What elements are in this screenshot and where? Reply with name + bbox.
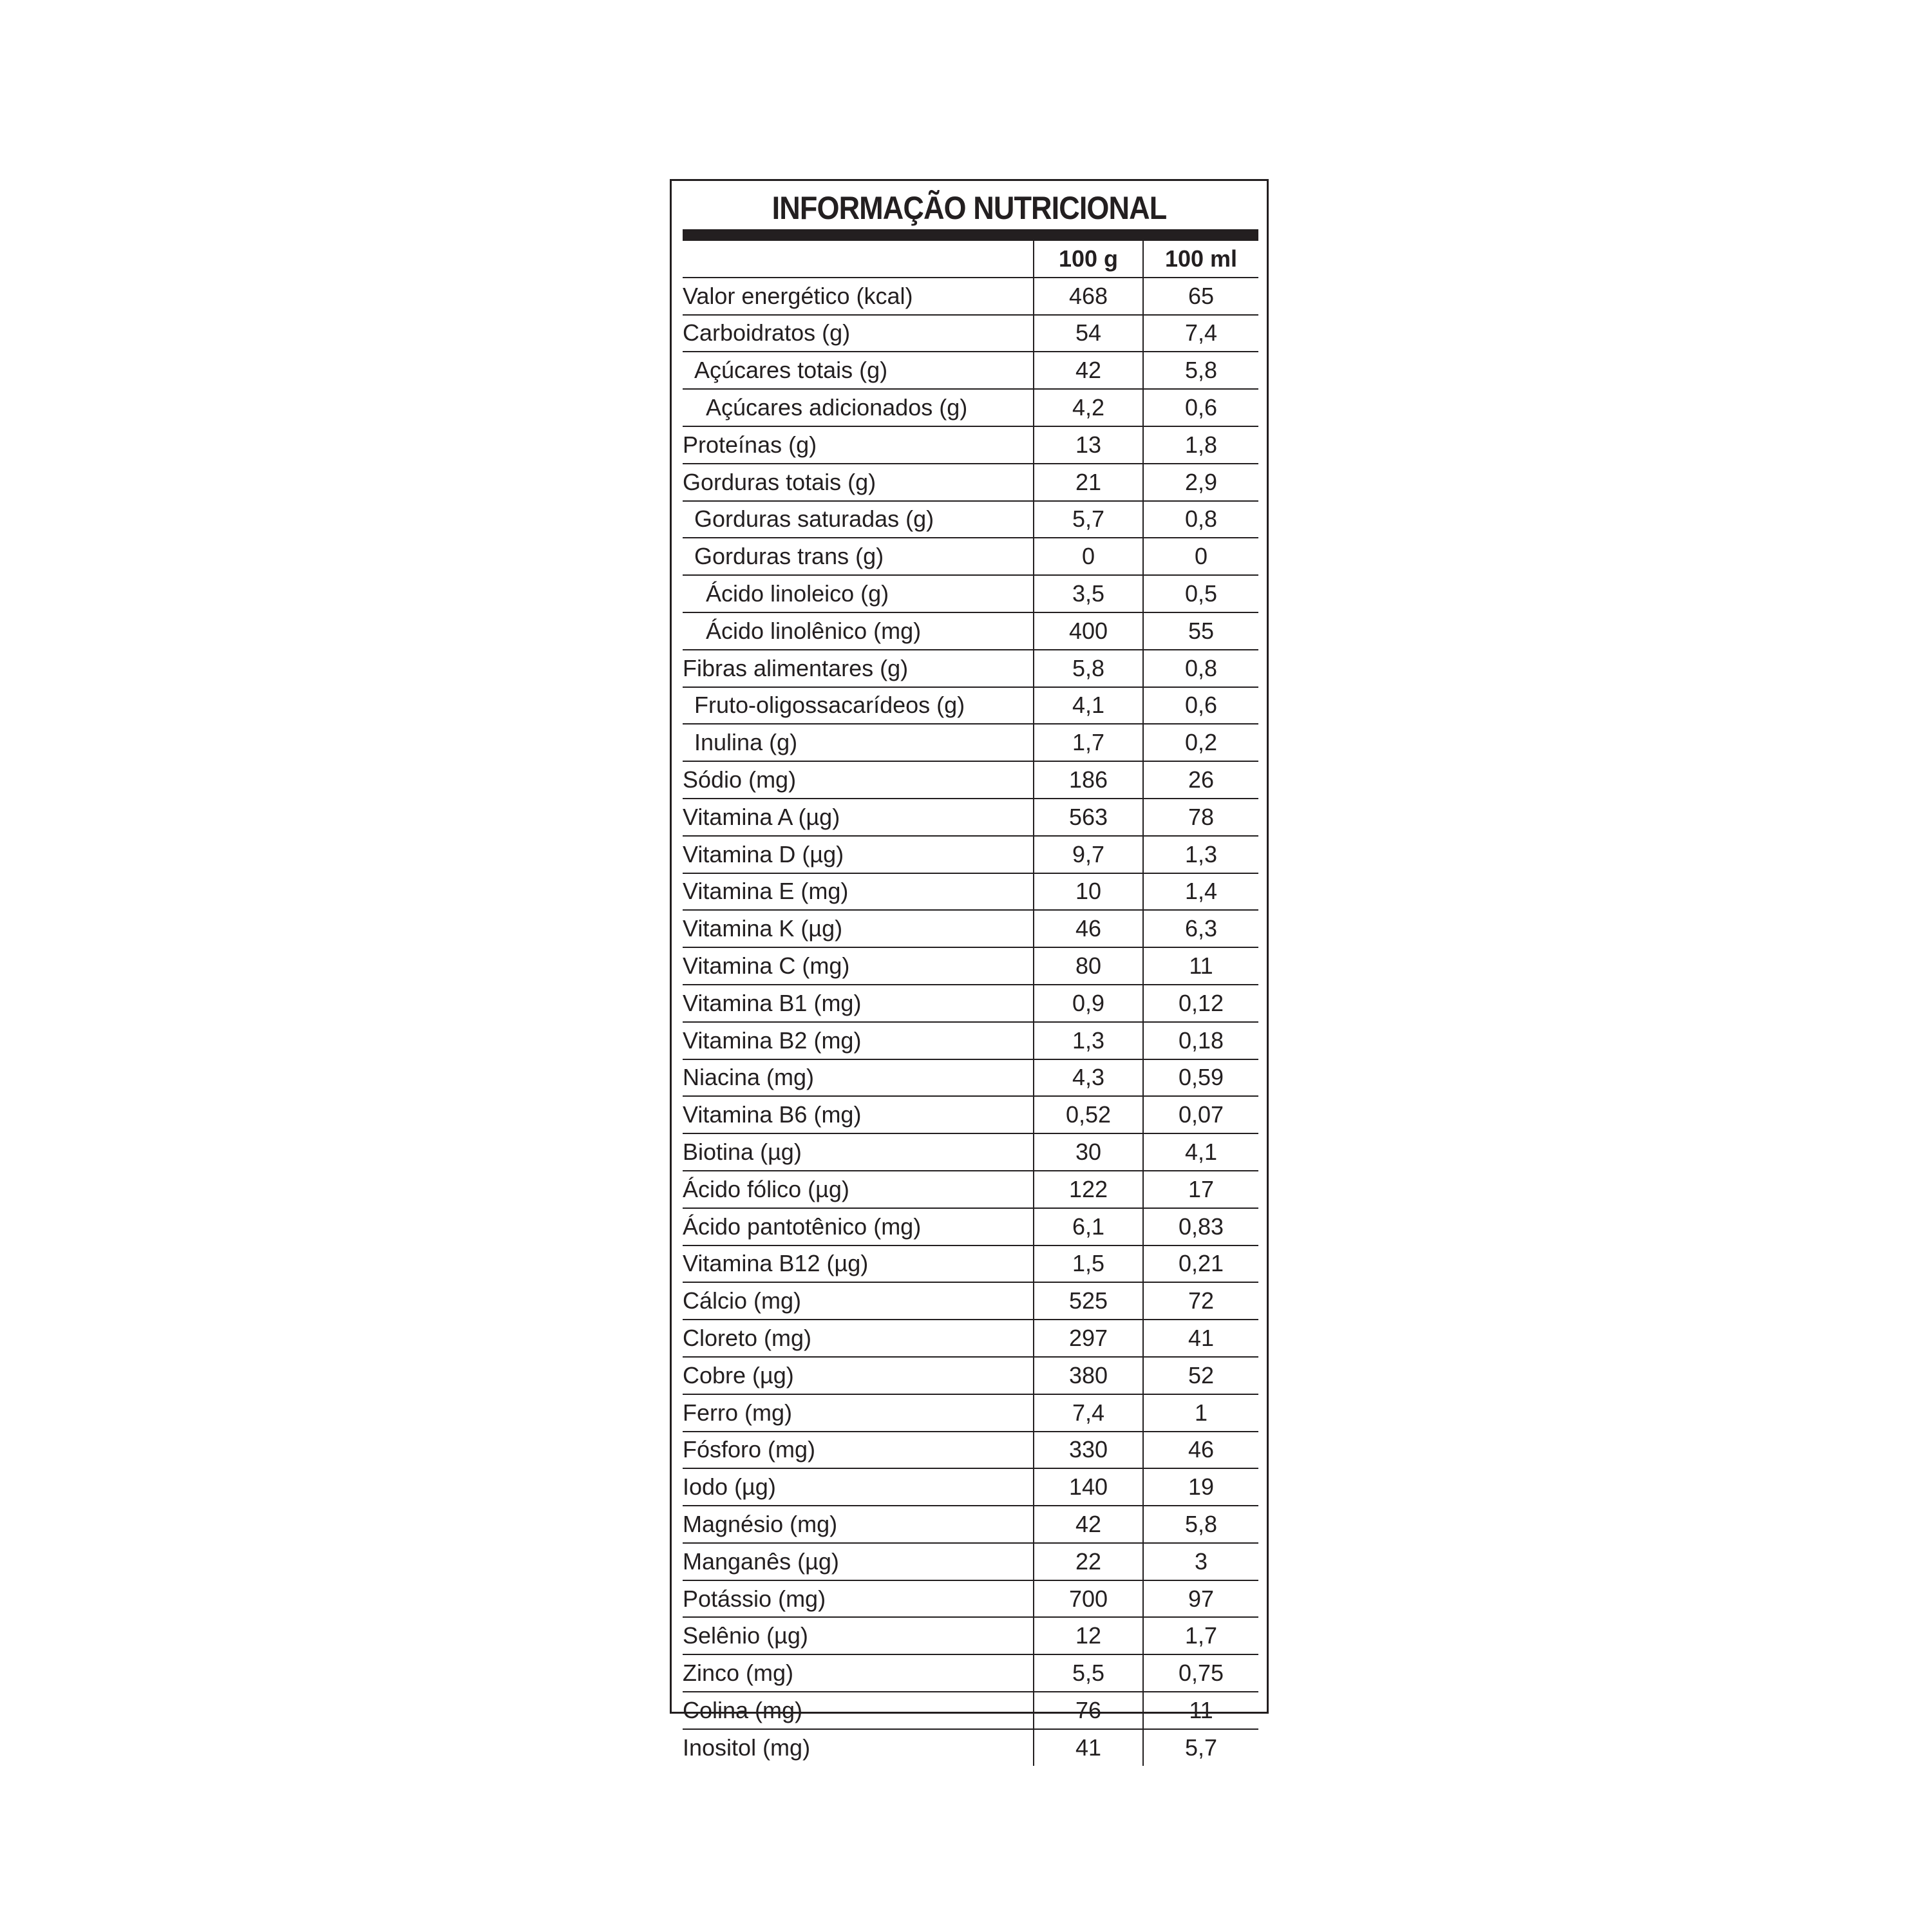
value-per-100ml: 1,4 <box>1143 873 1258 911</box>
nutrient-name: Ácido linoleico (g) <box>683 575 1034 612</box>
table-row <box>683 1208 1258 1245</box>
table-row <box>683 1468 1258 1506</box>
value-per-100ml: 0,18 <box>1143 1022 1258 1059</box>
value-per-100ml: 1,8 <box>1143 426 1258 464</box>
table-row <box>683 873 1258 911</box>
nutrient-name: Ferro (mg) <box>683 1394 1034 1432</box>
nutrient-name: Açúcares totais (g) <box>683 352 1034 389</box>
value-per-100ml: 0,6 <box>1143 687 1258 724</box>
value-per-100g: 468 <box>1034 278 1143 315</box>
table-row <box>683 1654 1258 1692</box>
value-per-100ml: 0,5 <box>1143 575 1258 612</box>
nutrient-name: Fibras alimentares (g) <box>683 650 1034 687</box>
value-per-100g: 0,52 <box>1034 1096 1143 1133</box>
nutrient-name: Ácido fólico (µg) <box>683 1171 1034 1208</box>
value-per-100g: 42 <box>1034 352 1143 389</box>
value-per-100g: 1,5 <box>1034 1245 1143 1283</box>
value-per-100ml: 0 <box>1143 538 1258 575</box>
nutrient-name: Vitamina B6 (mg) <box>683 1096 1034 1133</box>
nutrient-name: Cálcio (mg) <box>683 1282 1034 1320</box>
value-per-100g: 297 <box>1034 1320 1143 1357</box>
value-per-100g: 122 <box>1034 1171 1143 1208</box>
value-per-100ml: 1 <box>1143 1394 1258 1432</box>
nutrient-name: Fósforo (mg) <box>683 1432 1034 1469</box>
nutrient-name: Manganês (µg) <box>683 1543 1034 1580</box>
table-row <box>683 278 1258 315</box>
value-per-100ml: 97 <box>1143 1580 1258 1618</box>
value-per-100ml: 0,8 <box>1143 650 1258 687</box>
table-row <box>683 538 1258 575</box>
value-per-100g: 330 <box>1034 1432 1143 1469</box>
nutrient-name: Potássio (mg) <box>683 1580 1034 1618</box>
header-per-100g: 100 g <box>1034 241 1143 278</box>
table-row <box>683 1245 1258 1283</box>
nutrient-name: Vitamina K (µg) <box>683 910 1034 947</box>
value-per-100g: 4,2 <box>1034 389 1143 426</box>
table-row <box>683 1617 1258 1654</box>
table-row <box>683 1022 1258 1059</box>
value-per-100g: 1,7 <box>1034 724 1143 761</box>
value-per-100g: 1,3 <box>1034 1022 1143 1059</box>
value-per-100ml: 41 <box>1143 1320 1258 1357</box>
value-per-100ml: 0,07 <box>1143 1096 1258 1133</box>
value-per-100ml: 0,12 <box>1143 985 1258 1022</box>
table-row <box>683 1543 1258 1580</box>
table-row <box>683 1171 1258 1208</box>
value-per-100ml: 0,2 <box>1143 724 1258 761</box>
table-row <box>683 836 1258 873</box>
title-divider <box>683 229 1258 241</box>
nutrient-name: Cobre (µg) <box>683 1357 1034 1394</box>
value-per-100g: 380 <box>1034 1357 1143 1394</box>
nutrient-name: Açúcares adicionados (g) <box>683 389 1034 426</box>
value-per-100ml: 1,7 <box>1143 1617 1258 1654</box>
value-per-100ml: 0,8 <box>1143 501 1258 538</box>
table-row <box>683 1320 1258 1357</box>
value-per-100ml: 0,75 <box>1143 1654 1258 1692</box>
table-row <box>683 1059 1258 1097</box>
nutrient-name: Inositol (mg) <box>683 1734 811 1761</box>
table-row <box>683 352 1258 389</box>
table-row <box>683 1432 1258 1469</box>
value-per-100ml: 5,8 <box>1143 352 1258 389</box>
value-per-100ml: 7,4 <box>1143 315 1258 352</box>
table-row <box>683 389 1258 426</box>
value-per-100g: 13 <box>1034 426 1143 464</box>
table-row <box>683 464 1258 501</box>
nutrient-name: Cloreto (mg) <box>683 1320 1034 1357</box>
value-per-100ml: 11 <box>1143 1692 1258 1729</box>
value-per-100ml: 0,83 <box>1143 1208 1258 1245</box>
value-per-100ml: 78 <box>1143 799 1258 836</box>
value-per-100g: 0 <box>1034 538 1143 575</box>
nutrient-name: Sódio (mg) <box>683 761 1034 799</box>
value-per-100ml: 65 <box>1143 278 1258 315</box>
table-row <box>683 1729 1258 1766</box>
table-row <box>683 761 1258 799</box>
value-per-100g: 22 <box>1034 1543 1143 1580</box>
table-row <box>683 315 1258 352</box>
value-per-100ml: 0,21 <box>1143 1245 1258 1283</box>
value-per-100g: 700 <box>1034 1580 1143 1618</box>
value-per-100g: 4,3 <box>1034 1059 1143 1097</box>
nutrient-name: Inulina (g) <box>683 724 1034 761</box>
value-per-100g: 140 <box>1034 1468 1143 1506</box>
value-per-100ml: 11 <box>1143 947 1258 985</box>
table-row <box>683 947 1258 985</box>
value-per-100g: 12 <box>1034 1617 1143 1654</box>
table-row <box>683 1394 1258 1432</box>
nutrition-table-body <box>683 278 1258 1766</box>
value-per-100g: 42 <box>1034 1506 1143 1543</box>
value-per-100ml: 3 <box>1143 1543 1258 1580</box>
table-row <box>683 1580 1258 1618</box>
nutrient-name: Vitamina E (mg) <box>683 873 1034 911</box>
nutrient-name: Colina (mg) <box>683 1692 1034 1729</box>
table-row <box>683 1282 1258 1320</box>
value-per-100g: 6,1 <box>1034 1208 1143 1245</box>
value-per-100ml: 55 <box>1143 612 1258 650</box>
table-row <box>683 426 1258 464</box>
table-row <box>683 1096 1258 1133</box>
value-per-100ml: 0,6 <box>1143 389 1258 426</box>
nutrient-name: Ácido linolênico (mg) <box>683 612 1034 650</box>
value-per-100g: 30 <box>1034 1133 1143 1171</box>
header-row <box>683 241 1258 278</box>
nutrient-name: Vitamina C (mg) <box>683 947 1034 985</box>
value-per-100ml: 52 <box>1143 1357 1258 1394</box>
nutrient-name: Gorduras totais (g) <box>683 464 1034 501</box>
value-per-100ml: 17 <box>1143 1171 1258 1208</box>
value-per-100ml: 72 <box>1143 1282 1258 1320</box>
nutrient-name: Vitamina B12 (µg) <box>683 1245 1034 1283</box>
value-per-100g: 563 <box>1034 799 1143 836</box>
value-per-100g: 80 <box>1034 947 1143 985</box>
table-row <box>683 1133 1258 1171</box>
nutrient-name: Ácido pantotênico (mg) <box>683 1208 1034 1245</box>
table-row <box>683 910 1258 947</box>
value-per-100g: 400 <box>1034 612 1143 650</box>
nutrient-name: Valor energético (kcal) <box>683 278 1034 315</box>
value-per-100g: 5,8 <box>1034 650 1143 687</box>
table-row <box>683 724 1258 761</box>
panel-title: INFORMAÇÃO NUTRICIONAL <box>772 190 1167 226</box>
value-per-100g: 7,4 <box>1034 1394 1143 1432</box>
nutrient-name: Selênio (µg) <box>683 1617 1034 1654</box>
table-row <box>683 1692 1258 1729</box>
nutrition-table <box>683 241 1258 1766</box>
value-per-100g: 76 <box>1034 1692 1143 1729</box>
value-per-100ml: 26 <box>1143 761 1258 799</box>
value-per-100ml: 0,59 <box>1143 1059 1258 1097</box>
table-row <box>683 650 1258 687</box>
nutrient-name: Proteínas (g) <box>683 426 1034 464</box>
value-per-100ml: 2,9 <box>1143 464 1258 501</box>
nutrient-name: Fruto-oligossacarídeos (g) <box>683 687 1034 724</box>
value-per-100ml: 5,7 <box>1143 1729 1258 1766</box>
value-per-100ml: 5,8 <box>1143 1506 1258 1543</box>
nutrient-name: Zinco (mg) <box>683 1654 1034 1692</box>
value-per-100ml: 6,3 <box>1143 910 1258 947</box>
nutrient-name: Magnésio (mg) <box>683 1506 1034 1543</box>
table-row <box>683 612 1258 650</box>
value-per-100g: 9,7 <box>1034 836 1143 873</box>
nutrient-name: Carboidratos (g) <box>683 315 1034 352</box>
nutrient-name: Gorduras trans (g) <box>683 538 1034 575</box>
value-per-100g: 46 <box>1034 910 1143 947</box>
nutrient-name: Gorduras saturadas (g) <box>683 501 1034 538</box>
value-per-100ml: 46 <box>1143 1432 1258 1469</box>
table-row <box>683 687 1258 724</box>
table-row <box>683 799 1258 836</box>
nutrient-name: Vitamina D (µg) <box>683 836 1034 873</box>
table-row <box>683 985 1258 1022</box>
nutrient-name: Iodo (µg) <box>683 1468 1034 1506</box>
header-per-100ml: 100 ml <box>1143 241 1258 278</box>
nutrient-name: Biotina (µg) <box>683 1133 1034 1171</box>
header-nutrient <box>683 241 1034 278</box>
value-per-100g: 525 <box>1034 1282 1143 1320</box>
table-row <box>683 1506 1258 1543</box>
value-per-100g: 3,5 <box>1034 575 1143 612</box>
table-row <box>683 575 1258 612</box>
value-per-100ml: 19 <box>1143 1468 1258 1506</box>
value-per-100g: 4,1 <box>1034 687 1143 724</box>
value-per-100g: 0,9 <box>1034 985 1143 1022</box>
value-per-100g: 54 <box>1034 315 1143 352</box>
value-per-100ml: 1,3 <box>1143 836 1258 873</box>
value-per-100g: 5,5 <box>1034 1654 1143 1692</box>
value-per-100g: 21 <box>1034 464 1143 501</box>
nutrition-facts-panel <box>670 179 1269 1761</box>
value-per-100g: 5,7 <box>1034 501 1143 538</box>
table-row <box>683 501 1258 538</box>
value-per-100g: 186 <box>1034 761 1143 799</box>
value-per-100g: 41 <box>1034 1729 1143 1766</box>
nutrient-name: Vitamina B1 (mg) <box>683 985 1034 1022</box>
table-row <box>683 1357 1258 1394</box>
nutrient-name: Vitamina A (µg) <box>683 799 1034 836</box>
nutrient-name: Vitamina B2 (mg) <box>683 1022 1034 1059</box>
value-per-100ml: 4,1 <box>1143 1133 1258 1171</box>
value-per-100g: 10 <box>1034 873 1143 911</box>
nutrient-name: Niacina (mg) <box>683 1059 1034 1097</box>
